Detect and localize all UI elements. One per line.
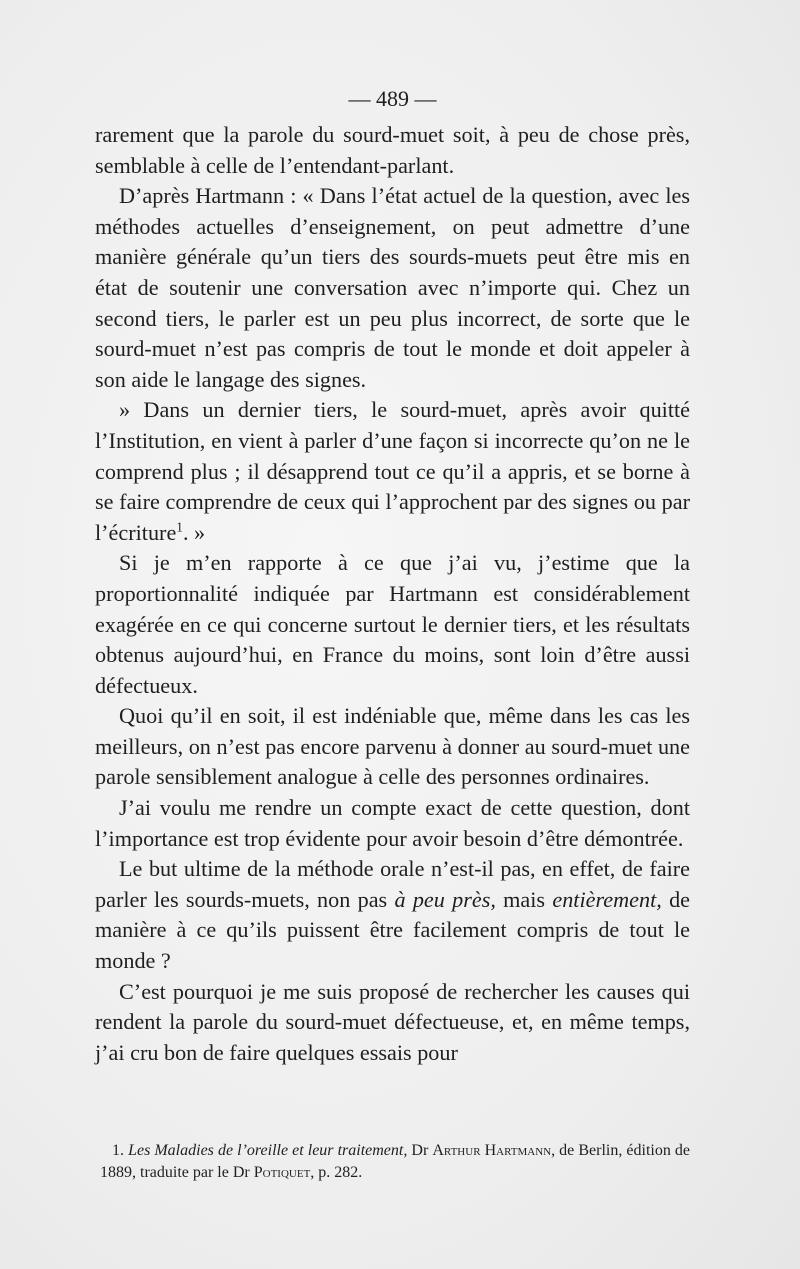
paragraph-text: de manière à ce qu’ils puissent être facilement compris de tout le monde ? xyxy=(95,886,691,974)
emphasis: à peu près, xyxy=(394,886,496,912)
paragraph-text-end: . » xyxy=(182,519,206,545)
footnote-dr: Dr xyxy=(232,1164,250,1181)
body-text xyxy=(95,120,690,1068)
footnote-dr: Dr xyxy=(411,1142,429,1159)
footnote-title: Les Maladies de l’oreille et leur traitement, xyxy=(128,1142,408,1159)
footnote-text: de Berlin, édition de 1889, traduite par le xyxy=(100,1142,690,1181)
emphasis: entièrement, xyxy=(552,886,662,912)
footnote xyxy=(100,1140,690,1184)
paragraph: J’ai voulu me rendre un compte exact de cette question, dont l’importance est trop évidente pour avoir besoin d’être démontrée. xyxy=(95,795,690,851)
paragraph xyxy=(95,854,690,976)
paragraph: rarement que la parole du sourd-muet soit, à peu de chose près, semblable à celle de l’entendant-parlant. xyxy=(95,122,690,178)
paragraph-text: Le but ultime de la méthode orale n’est-il pas, en effet, de faire parler les sourds-muets, non pas xyxy=(95,856,690,912)
footnote-text: p. 282. xyxy=(318,1164,363,1181)
footnote-mark: 1 xyxy=(176,519,183,535)
footnote-number: 1. xyxy=(112,1142,124,1159)
footnote-author: Arthur Hartmann, xyxy=(432,1142,556,1159)
paragraph xyxy=(95,395,690,548)
footnote-translator: Potiquet, xyxy=(253,1164,315,1181)
paragraph: D’après Hartmann : « Dans l’état actuel de la question, avec les méthodes actuelles d’enseignement, on peut admettre d’une manière générale qu’un tiers des sourds-muets peut être mis en état de soutenir une conversation avec n’importe qui. Chez un second tiers, le parler est un peu plus incorrect, de sorte que le sourd-muet n’est pas compris de tout le monde et doit appeler à son aide le langage des signes. xyxy=(95,183,690,392)
page-number: — 489 — xyxy=(348,86,437,111)
paragraph-text: mais xyxy=(495,886,553,912)
paragraph-text: » Dans un dernier tiers, le sourd-muet, après avoir quitté l’Institution, en vient à parler d’une façon si incorrecte qu’on ne le comprend plus ; il désapprend tout ce qu’il a appris, et se borne à se faire comprendre de ceux qui l’approchent par des signes ou par l’écriture xyxy=(95,397,690,545)
paragraph: C’est pourquoi je me suis proposé de rechercher les causes qui rendent la parole du sourd-muet défectueuse, et, en même temps, j’ai cru bon de faire quelques essais pour xyxy=(95,978,690,1065)
paragraph: Si je m’en rapporte à ce que j’ai vu, j’estime que la proportionnalité indiquée par Hartmann est considérablement exagérée en ce qui concerne surtout le dernier tiers, et les résultats obtenus aujourd’hui, en France du moins, sont loin d’être aussi défectueux. xyxy=(95,550,690,698)
paragraph: Quoi qu’il en soit, il est indéniable que, même dans les cas les meilleurs, on n’est pas encore parvenu à donner au sourd-muet une parole sensiblement analogue à celle des personnes ordinaires. xyxy=(95,703,690,790)
